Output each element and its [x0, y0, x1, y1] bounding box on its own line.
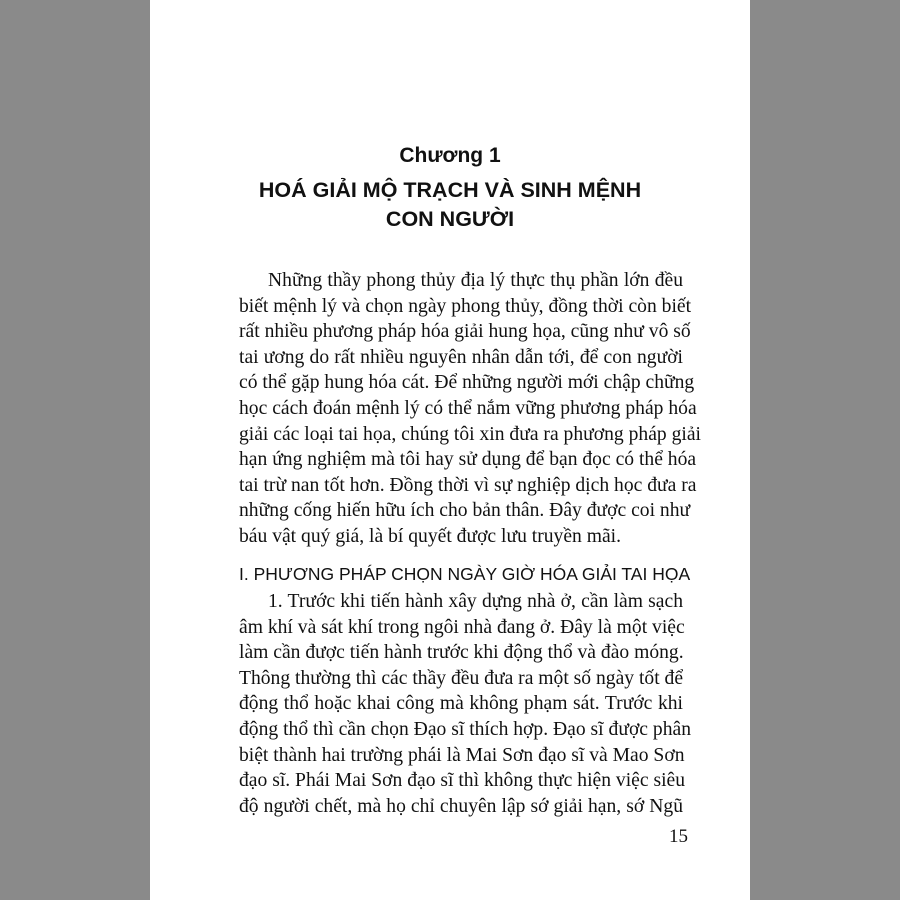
book-page — [150, 0, 750, 900]
text-line: giải các loại tai họa, chúng tôi xin đưa ra phương pháp giải — [239, 423, 701, 445]
text-line: Thông thường thì các thầy đều đưa ra một số ngày tốt để — [239, 667, 684, 689]
text-line: rất nhiều phương pháp hóa giải hung họa, cũng như vô số — [239, 321, 691, 343]
intro-paragraph — [239, 268, 701, 550]
page-number: 15 — [669, 826, 688, 847]
text-line: biệt thành hai trường phái là Mai Sơn đạo sĩ và Mao Sơn — [239, 744, 685, 766]
text-line: âm khí và sát khí trong ngôi nhà đang ở. Đây là một việc — [239, 616, 685, 638]
text-line: báu vật quý giá, là bí quyết được lưu truyền mãi. — [239, 525, 622, 547]
text-line: hạn ứng nghiệm mà tôi hay sử dụng để bạn đọc có thể hóa — [239, 449, 697, 471]
chapter-title — [200, 176, 700, 234]
text-line: có thể gặp hung hóa cát. Để những người mới chập chững — [239, 372, 695, 394]
text-line: tai ương do rất nhiều nguyên nhân dẫn tới, để con người — [239, 346, 683, 368]
chapter-title-line: CON NGƯỜI — [385, 207, 515, 231]
text-line: động thổ hoặc khai công mà không phạm sát. Trước khi — [239, 693, 683, 715]
text-line: Những thầy phong thủy địa lý thực thụ phần lớn đều — [268, 270, 683, 291]
text-line: làm cần được tiến hành trước khi động thổ và đào móng. — [239, 642, 684, 664]
chapter-title-line: HOÁ GIẢI MỘ TRẠCH VÀ SINH MỆNH — [258, 178, 642, 202]
text-line: tai trừ nan tốt hơn. Đồng thời vì sự nghiệp dịch học đưa ra — [239, 474, 697, 496]
text-line: động thổ thì cần chọn Đạo sĩ thích hợp. Đạo sĩ được phân — [239, 718, 691, 740]
text-line: những cống hiến hữu ích cho bản thân. Đây được coi như — [239, 500, 691, 522]
text-line: học cách đoán mệnh lý có thể nắm vững phương pháp hóa — [239, 397, 697, 419]
section-paragraph — [239, 589, 691, 819]
text-line: đạo sĩ. Phái Mai Sơn đạo sĩ thì không thực hiện việc siêu — [239, 770, 686, 792]
chapter-label: Chương 1 — [399, 144, 501, 167]
text-line: biết mệnh lý và chọn ngày phong thủy, đồng thời còn biết — [239, 295, 692, 317]
text-line: độ người chết, mà họ chỉ chuyên lập sớ giải hạn, sớ Ngũ — [239, 795, 683, 817]
text-line: 1. Trước khi tiến hành xây dựng nhà ở, cần làm sạch — [268, 591, 683, 612]
section-heading: I. PHƯƠNG PHÁP CHỌN NGÀY GIỜ HÓA GIẢI TAI HỌA — [239, 564, 691, 584]
